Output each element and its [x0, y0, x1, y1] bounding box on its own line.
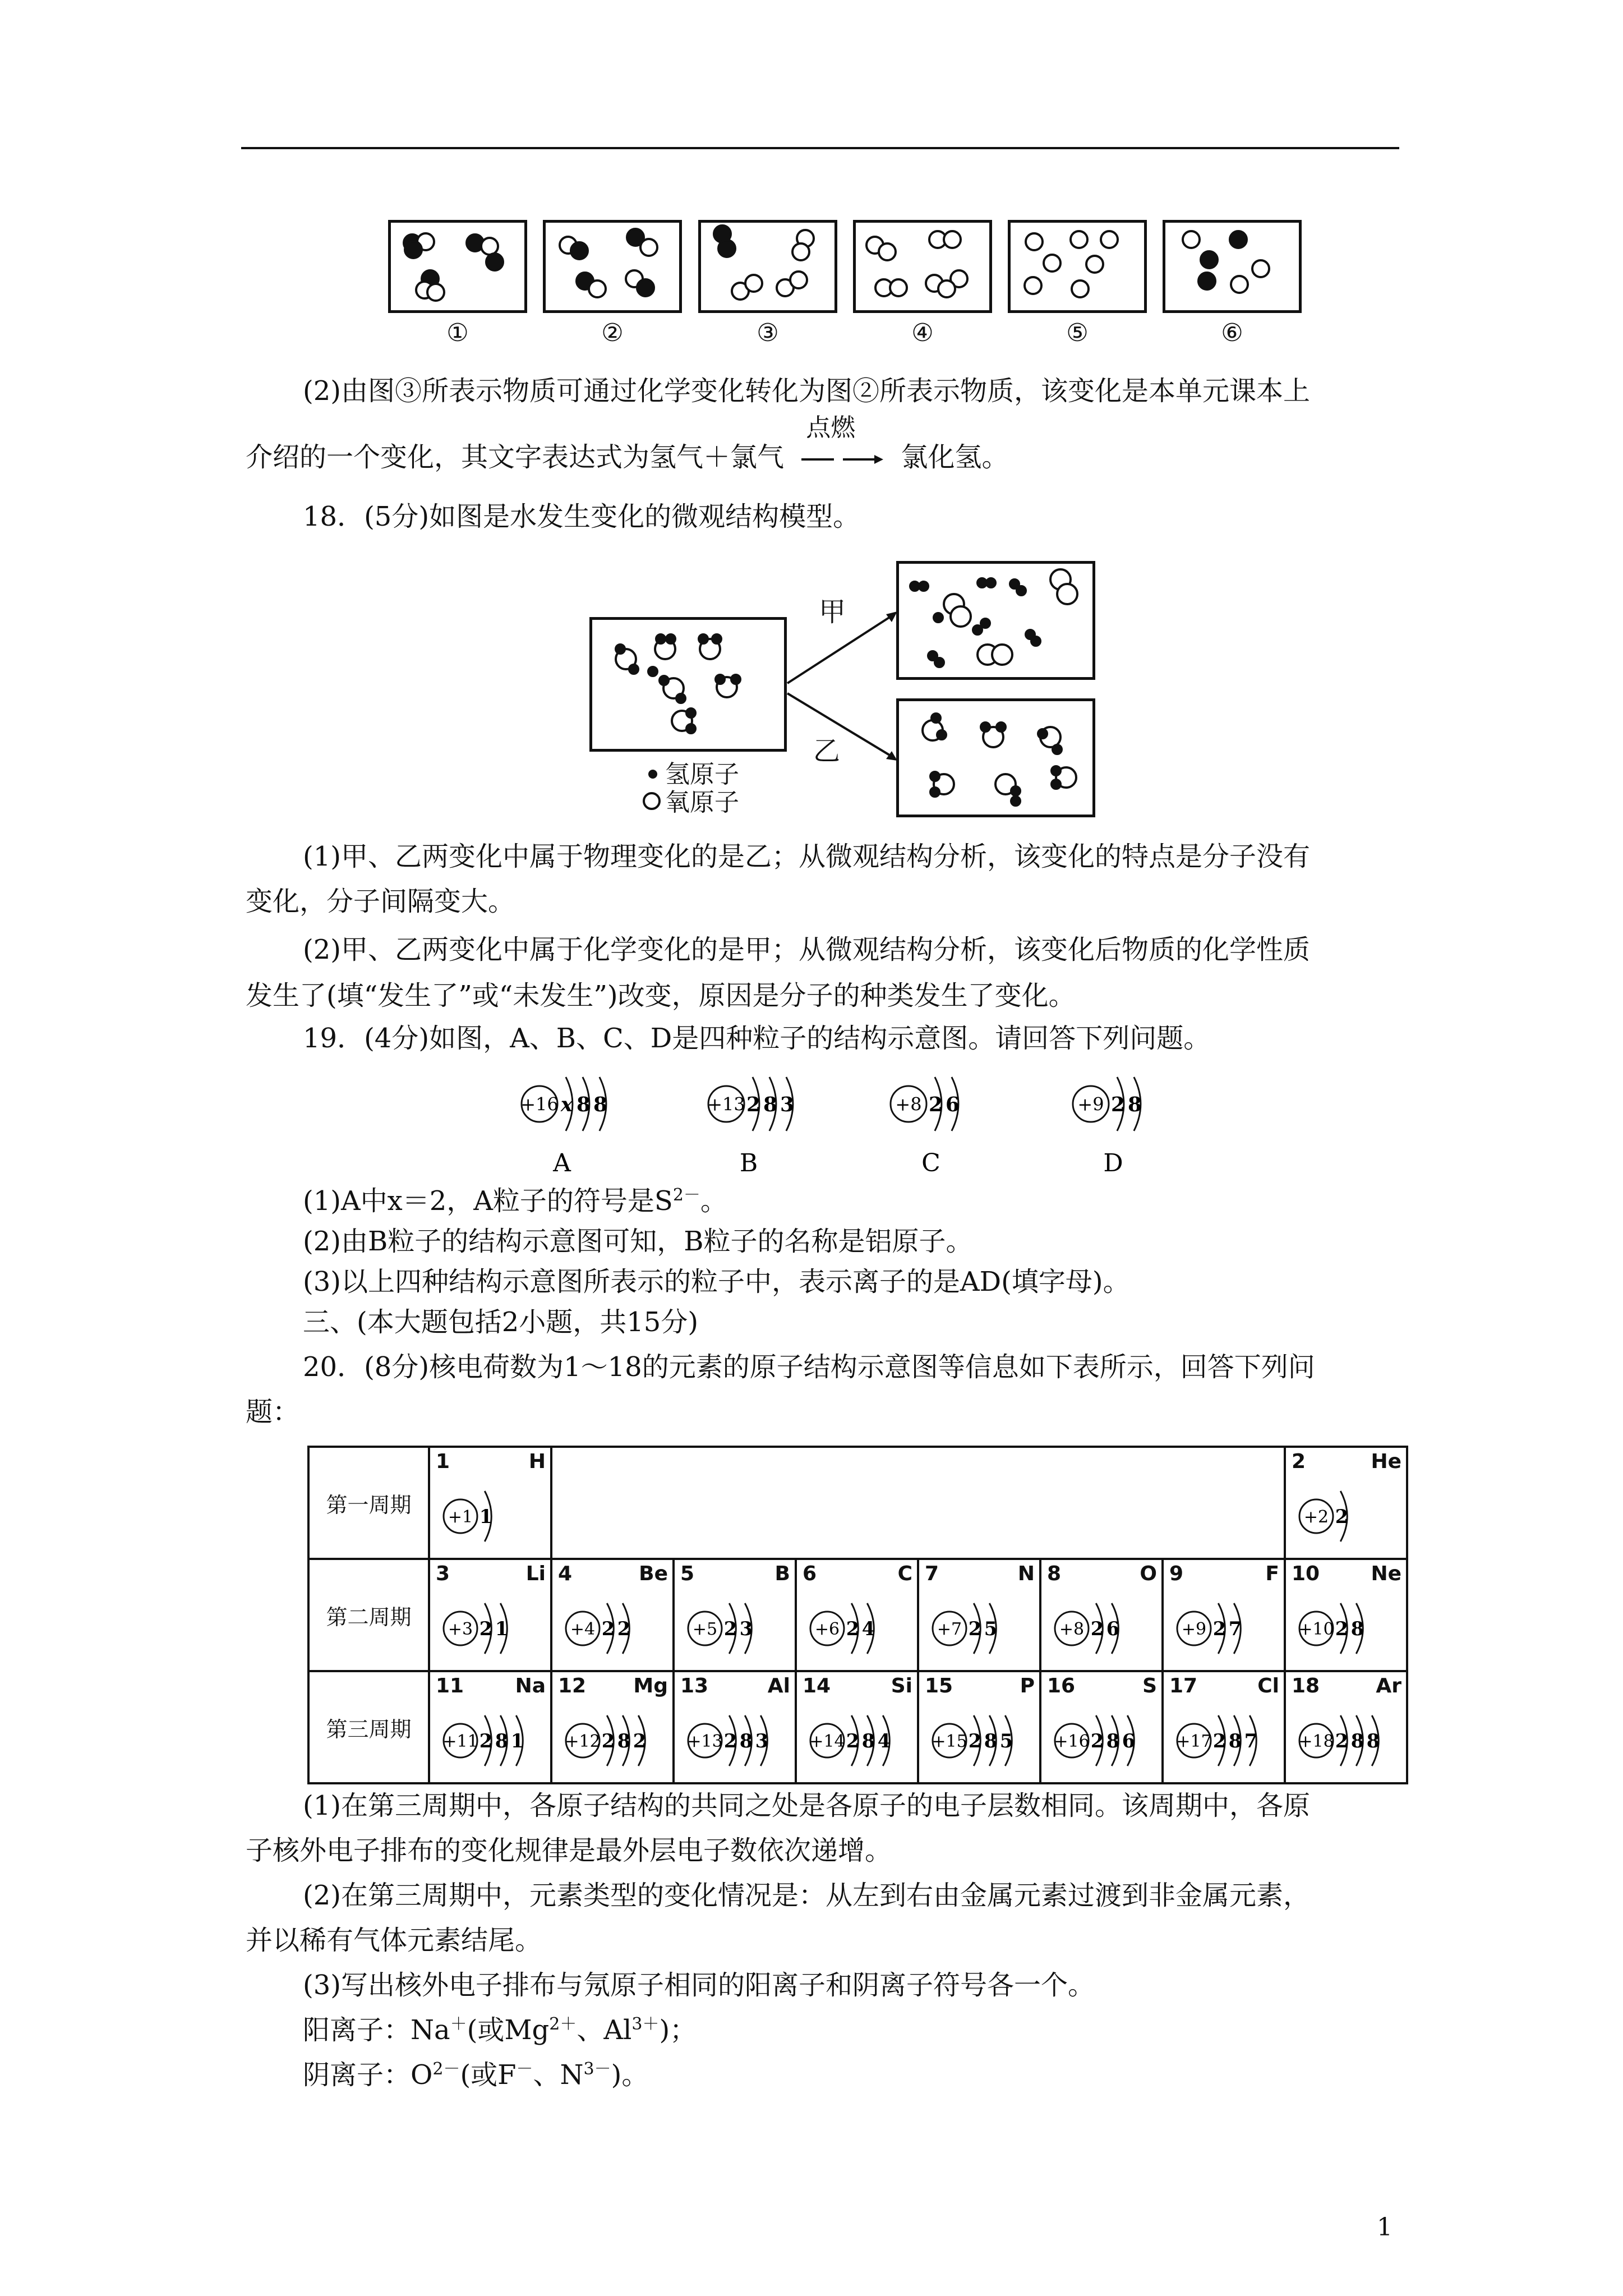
atomic-number: 6 — [803, 1562, 817, 1585]
element-symbol: Li — [525, 1562, 546, 1585]
atomic-number: 5 — [680, 1562, 695, 1585]
legend-hydrogen-label: 氢原子 — [665, 760, 739, 789]
atom-c-nucleus-charge: +6 — [814, 1619, 840, 1639]
particle-A — [520, 1077, 607, 1177]
particle-B-shell-electrons: 2 — [746, 1092, 760, 1116]
atom-na-shell-electrons: 8 — [495, 1729, 509, 1752]
atom-mg-nucleus-charge: +12 — [565, 1731, 601, 1751]
q19-answer-1-end: 。 — [700, 1185, 727, 1217]
atom-n-shell-electrons: 2 — [968, 1617, 982, 1640]
atomic-number: 3 — [436, 1562, 450, 1585]
atom-be-shell-electrons: 2 — [601, 1617, 615, 1640]
atom-na-nucleus-charge: +11 — [442, 1731, 478, 1751]
atom-he-nucleus-charge: +2 — [1303, 1507, 1329, 1527]
jia-result-box — [896, 561, 1095, 680]
q17-part2-line2 — [246, 413, 1009, 476]
atom-si-shell-electrons: 2 — [846, 1729, 860, 1752]
particle-B-shell-electrons: 3 — [780, 1092, 794, 1116]
atom-p-shell-electrons: 5 — [999, 1729, 1013, 1752]
particle-letter: B — [739, 1149, 758, 1177]
header-rule — [241, 147, 1399, 149]
periodic-table — [307, 1446, 1408, 1784]
atom-b-shell-electrons: 2 — [723, 1617, 737, 1640]
atom-diagram — [1286, 1475, 1406, 1558]
atom-f-shell-electrons: 7 — [1228, 1617, 1242, 1640]
molecule-box-6 — [1163, 220, 1302, 313]
period-label: 第三周期 — [308, 1671, 429, 1783]
atom-ne-nucleus-charge: +10 — [1298, 1619, 1334, 1639]
atom-ne-shell-electrons: 2 — [1335, 1617, 1349, 1640]
atom-diagram — [797, 1699, 917, 1782]
atom-al-nucleus-charge: +13 — [687, 1731, 723, 1751]
atom-s-nucleus-charge: +16 — [1054, 1731, 1090, 1751]
atom-diagram — [797, 1587, 917, 1670]
atom-ar-nucleus-charge: +18 — [1298, 1731, 1334, 1751]
particle-C-shell-electrons: 6 — [946, 1092, 960, 1116]
atomic-number: 16 — [1047, 1674, 1076, 1697]
element-cell-n — [918, 1559, 1040, 1671]
q20-cation-answer — [303, 2012, 697, 2049]
cation-mg: (或Mg — [467, 2014, 550, 2046]
atom-h-nucleus-charge: +1 — [448, 1507, 473, 1527]
section-3-heading: 三、(本大题包括2小题，共15分) — [303, 1306, 699, 1338]
particle-D-shell-electrons: 2 — [1111, 1092, 1125, 1116]
figure-label-6: ⑥ — [1221, 319, 1243, 347]
atom-cl-nucleus-charge: +17 — [1176, 1731, 1212, 1751]
element-symbol: S — [1142, 1674, 1157, 1697]
element-symbol: Na — [515, 1674, 546, 1697]
q18-title: 18．(5分)如图是水发生变化的微观结构模型。 — [303, 501, 860, 532]
element-cell-h — [429, 1447, 551, 1559]
q18-part2-line1: (2)甲、乙两变化中属于化学变化的是甲；从微观结构分析，该变化后物质的化学性质 — [303, 934, 1310, 965]
legend-oxygen-atom-icon — [642, 791, 662, 811]
atom-al-shell-electrons: 8 — [739, 1729, 753, 1752]
label-jia: 甲 — [819, 596, 846, 628]
element-cell-ne — [1285, 1559, 1407, 1671]
atom-s-shell-electrons: 6 — [1122, 1729, 1136, 1752]
element-symbol: Si — [891, 1674, 912, 1697]
particle-C — [891, 1077, 960, 1177]
q19-answer-1-charge: 2－ — [672, 1185, 700, 1205]
atom-mg-shell-electrons: 8 — [617, 1729, 631, 1752]
empty-gap — [551, 1447, 1285, 1559]
atom-diagram — [430, 1699, 550, 1782]
atomic-number: 12 — [558, 1674, 587, 1697]
q20-part3: (3)写出核外电子排布与氖原子相同的阳离子和阴离子符号各一个。 — [303, 1970, 1095, 2001]
atom-diagram — [430, 1475, 550, 1558]
figure-label-5: ⑤ — [1066, 319, 1089, 347]
atom-cl-shell-electrons: 7 — [1244, 1729, 1258, 1752]
molecule-box-1 — [388, 220, 527, 313]
q18-part2-line2: 发生了(填“发生了”或“未发生”)改变，原因是分子的种类发生了变化。 — [246, 980, 1076, 1011]
cation-end: )； — [659, 2014, 697, 2046]
period-label: 第一周期 — [308, 1447, 429, 1559]
water-molecules-box — [589, 617, 787, 752]
period-row — [308, 1447, 1407, 1559]
atom-f-nucleus-charge: +9 — [1181, 1619, 1207, 1639]
legend-oxygen-label: 氧原子 — [665, 788, 739, 817]
element-symbol: Cl — [1257, 1674, 1279, 1697]
atom-s-shell-electrons: 2 — [1090, 1729, 1104, 1752]
anion-end: )。 — [611, 2059, 649, 2091]
figure-label-4: ④ — [911, 319, 934, 347]
q18-part1-line1: (1)甲、乙两变化中属于物理变化的是乙；从微观结构分析，该变化的特点是分子没有 — [303, 841, 1310, 872]
atom-c-shell-electrons: 2 — [846, 1617, 860, 1640]
atom-diagram — [675, 1587, 795, 1670]
molecule-box-2 — [543, 220, 682, 313]
q19-answer-2: (2)由B粒子的结构示意图可知，B粒子的名称是铝原子。 — [303, 1226, 973, 1257]
cation-na: 阳离子：Na — [303, 2014, 450, 2046]
atom-h-shell-electrons: 1 — [479, 1505, 493, 1527]
element-cell-si — [796, 1671, 918, 1783]
element-symbol: Ne — [1371, 1562, 1401, 1585]
q20-title-line2: 题： — [246, 1396, 300, 1428]
cation-na-charge: ＋ — [450, 2014, 467, 2034]
atomic-number: 10 — [1292, 1562, 1320, 1585]
atom-f-shell-electrons: 2 — [1212, 1617, 1227, 1640]
reaction-condition: 点燃 — [806, 413, 856, 442]
atomic-number: 1 — [436, 1450, 450, 1473]
anion-o-charge: 2－ — [432, 2059, 460, 2079]
atom-diagram — [675, 1699, 795, 1782]
atom-ar-shell-electrons: 8 — [1366, 1729, 1380, 1752]
atom-si-shell-electrons: 4 — [877, 1729, 891, 1752]
atom-li-nucleus-charge: +3 — [448, 1619, 473, 1639]
particle-D-nucleus-charge: +9 — [1077, 1093, 1104, 1115]
yi-result-box — [896, 698, 1095, 817]
atom-n-shell-electrons: 5 — [984, 1617, 998, 1640]
page-number: 1 — [1377, 2213, 1393, 2242]
element-cell-li — [429, 1559, 551, 1671]
element-cell-mg — [551, 1671, 674, 1783]
atomic-number: 11 — [436, 1674, 464, 1697]
q20-part2-line2: 并以稀有气体元素结尾。 — [246, 1925, 542, 1956]
period-row — [308, 1559, 1407, 1671]
atom-cl-shell-electrons: 2 — [1212, 1729, 1227, 1752]
figure-label-3: ③ — [757, 319, 779, 347]
q20-anion-answer — [303, 2056, 648, 2093]
atomic-number: 18 — [1292, 1674, 1320, 1697]
element-cell-ar — [1285, 1671, 1407, 1783]
atomic-number: 13 — [680, 1674, 709, 1697]
atom-ar-shell-electrons: 2 — [1335, 1729, 1349, 1752]
atom-o-shell-electrons: 2 — [1090, 1617, 1104, 1640]
element-symbol: Ar — [1376, 1674, 1401, 1697]
atom-b-shell-electrons: 3 — [739, 1617, 753, 1640]
particle-A-shell-electrons: 8 — [577, 1092, 591, 1116]
particle-B — [707, 1077, 794, 1177]
q19-answer-3: (3)以上四种结构示意图所表示的粒子中，表示离子的是AD(填字母)。 — [303, 1266, 1130, 1297]
atomic-number: 15 — [925, 1674, 953, 1697]
element-cell-b — [674, 1559, 796, 1671]
atom-na-shell-electrons: 1 — [510, 1729, 524, 1752]
atomic-number: 2 — [1292, 1450, 1306, 1473]
atom-si-nucleus-charge: +14 — [809, 1731, 845, 1751]
q18-part1-line2: 变化，分子间隔变大。 — [246, 886, 515, 917]
q17-expression-product: 氯化氢。 — [901, 441, 1009, 473]
atom-be-nucleus-charge: +4 — [570, 1619, 596, 1639]
atom-diagram — [919, 1699, 1039, 1782]
element-symbol: He — [1371, 1450, 1401, 1473]
atom-diagram — [1041, 1587, 1161, 1670]
particle-A-nucleus-charge: +16 — [520, 1093, 559, 1115]
molecule-box-3 — [698, 220, 837, 313]
atom-diagram — [1286, 1699, 1406, 1782]
element-cell-o — [1040, 1559, 1163, 1671]
q19-answer-1-text: (1)A中x＝2，A粒子的符号是S — [303, 1185, 673, 1217]
element-cell-be — [551, 1559, 674, 1671]
particle-A-shell-electrons: 8 — [593, 1092, 607, 1116]
atom-be-shell-electrons: 2 — [617, 1617, 631, 1640]
period-label: 第二周期 — [308, 1559, 429, 1671]
period-row — [308, 1671, 1407, 1783]
element-cell-p — [918, 1671, 1040, 1783]
atom-cl-shell-electrons: 8 — [1228, 1729, 1242, 1752]
atom-he-shell-electrons: 2 — [1335, 1505, 1349, 1527]
element-cell-c — [796, 1559, 918, 1671]
element-symbol: Be — [639, 1562, 668, 1585]
anion-f-charge: － — [516, 2059, 533, 2079]
cation-al: 、Al — [577, 2014, 632, 2046]
figure-label-1: ① — [446, 319, 469, 347]
molecule-box-5 — [1008, 220, 1147, 313]
atom-o-shell-electrons: 6 — [1106, 1617, 1120, 1640]
anion-n: 、N — [533, 2059, 584, 2091]
atom-p-shell-electrons: 8 — [984, 1729, 998, 1752]
element-cell-cl — [1163, 1671, 1285, 1783]
cation-al-charge: 3＋ — [631, 2014, 660, 2034]
atomic-number: 17 — [1169, 1674, 1198, 1697]
atom-s-shell-electrons: 8 — [1106, 1729, 1120, 1752]
figure-label-2: ② — [601, 319, 624, 347]
particle-C-shell-electrons: 2 — [929, 1092, 943, 1116]
atom-c-shell-electrons: 4 — [861, 1617, 875, 1640]
atom-ar-shell-electrons: 8 — [1350, 1729, 1364, 1752]
q20-title-line1: 20．(8分)核电荷数为1～18的元素的原子结构示意图等信息如下表所示，回答下列问 — [303, 1351, 1315, 1383]
element-cell-he — [1285, 1447, 1407, 1559]
q20-part1-line1: (1)在第三周期中，各原子结构的共同之处是各原子的电子层数相同。该周期中，各原 — [303, 1790, 1310, 1821]
atom-diagram — [430, 1587, 550, 1670]
q20-part2-line1: (2)在第三周期中，元素类型的变化情况是：从左到右由金属元素过渡到非金属元素， — [303, 1880, 1310, 1911]
element-symbol: F — [1265, 1562, 1279, 1585]
label-yi: 乙 — [813, 735, 841, 767]
particle-structure-diagrams — [505, 1066, 1234, 1178]
element-symbol: Al — [767, 1674, 790, 1697]
atom-p-nucleus-charge: +15 — [932, 1731, 967, 1751]
atom-diagram — [1164, 1587, 1284, 1670]
atom-al-shell-electrons: 3 — [755, 1729, 769, 1752]
atom-li-shell-electrons: 1 — [495, 1617, 509, 1640]
atom-diagram — [1286, 1587, 1406, 1670]
particle-D — [1073, 1077, 1142, 1177]
q20-part1-line2: 子核外电子排布的变化规律是最外层电子数依次递增。 — [246, 1835, 892, 1866]
atom-diagram — [552, 1699, 672, 1782]
atom-si-shell-electrons: 8 — [861, 1729, 875, 1752]
element-symbol: B — [774, 1562, 790, 1585]
atom-b-nucleus-charge: +5 — [692, 1619, 718, 1639]
cation-mg-charge: 2＋ — [549, 2014, 577, 2034]
atom-al-shell-electrons: 2 — [723, 1729, 737, 1752]
q19-answer-1 — [303, 1182, 727, 1220]
particle-B-nucleus-charge: +13 — [707, 1093, 745, 1115]
atom-mg-shell-electrons: 2 — [633, 1729, 647, 1752]
particle-B-shell-electrons: 8 — [763, 1092, 777, 1116]
anion-o: 阴离子：O — [303, 2059, 433, 2091]
atom-diagram — [1041, 1699, 1161, 1782]
q17-expression-prefix: 介绍的一个变化，其文字表达式为氢气＋氯气 — [246, 441, 785, 473]
reaction-arrow — [800, 413, 884, 473]
q17-part2-line1: (2)由图③所表示物质可通过化学变化转化为图②所表示物质，该变化是本单元课本上 — [303, 375, 1310, 407]
legend-hydrogen-atom-icon — [646, 767, 660, 781]
atom-li-shell-electrons: 2 — [479, 1617, 493, 1640]
atomic-number: 8 — [1047, 1562, 1062, 1585]
particle-letter: C — [921, 1149, 940, 1177]
molecule-box-4 — [853, 220, 992, 313]
atom-ne-shell-electrons: 8 — [1350, 1617, 1364, 1640]
atomic-number: 14 — [803, 1674, 831, 1697]
element-symbol: Mg — [633, 1674, 668, 1697]
anion-f: (或F — [460, 2059, 517, 2091]
atom-diagram — [919, 1587, 1039, 1670]
atom-diagram — [1164, 1699, 1284, 1782]
element-symbol: N — [1017, 1562, 1035, 1585]
particle-D-shell-electrons: 8 — [1128, 1092, 1142, 1116]
element-cell-na — [429, 1671, 551, 1783]
anion-n-charge: 3－ — [583, 2059, 611, 2079]
particle-C-nucleus-charge: +8 — [895, 1093, 922, 1115]
q19-title: 19．(4分)如图，A、B、C、D是四种粒子的结构示意图。请回答下列问题。 — [303, 1023, 1211, 1054]
element-symbol: P — [1020, 1674, 1035, 1697]
element-symbol: H — [528, 1450, 546, 1473]
atom-n-nucleus-charge: +7 — [937, 1619, 962, 1639]
atomic-number: 9 — [1169, 1562, 1184, 1585]
element-symbol: O — [1140, 1562, 1157, 1585]
element-cell-al — [674, 1671, 796, 1783]
atom-na-shell-electrons: 2 — [479, 1729, 493, 1752]
particle-A-shell-electrons: x — [560, 1092, 573, 1116]
element-symbol: C — [897, 1562, 912, 1585]
element-cell-f — [1163, 1559, 1285, 1671]
particle-letter: A — [553, 1149, 571, 1177]
particle-letter: D — [1103, 1149, 1123, 1177]
atom-p-shell-electrons: 2 — [968, 1729, 982, 1752]
atom-mg-shell-electrons: 2 — [601, 1729, 615, 1752]
atomic-number: 7 — [925, 1562, 939, 1585]
atomic-number: 4 — [558, 1562, 573, 1585]
atom-diagram — [552, 1587, 672, 1670]
element-cell-s — [1040, 1671, 1163, 1783]
atom-o-nucleus-charge: +8 — [1059, 1619, 1085, 1639]
